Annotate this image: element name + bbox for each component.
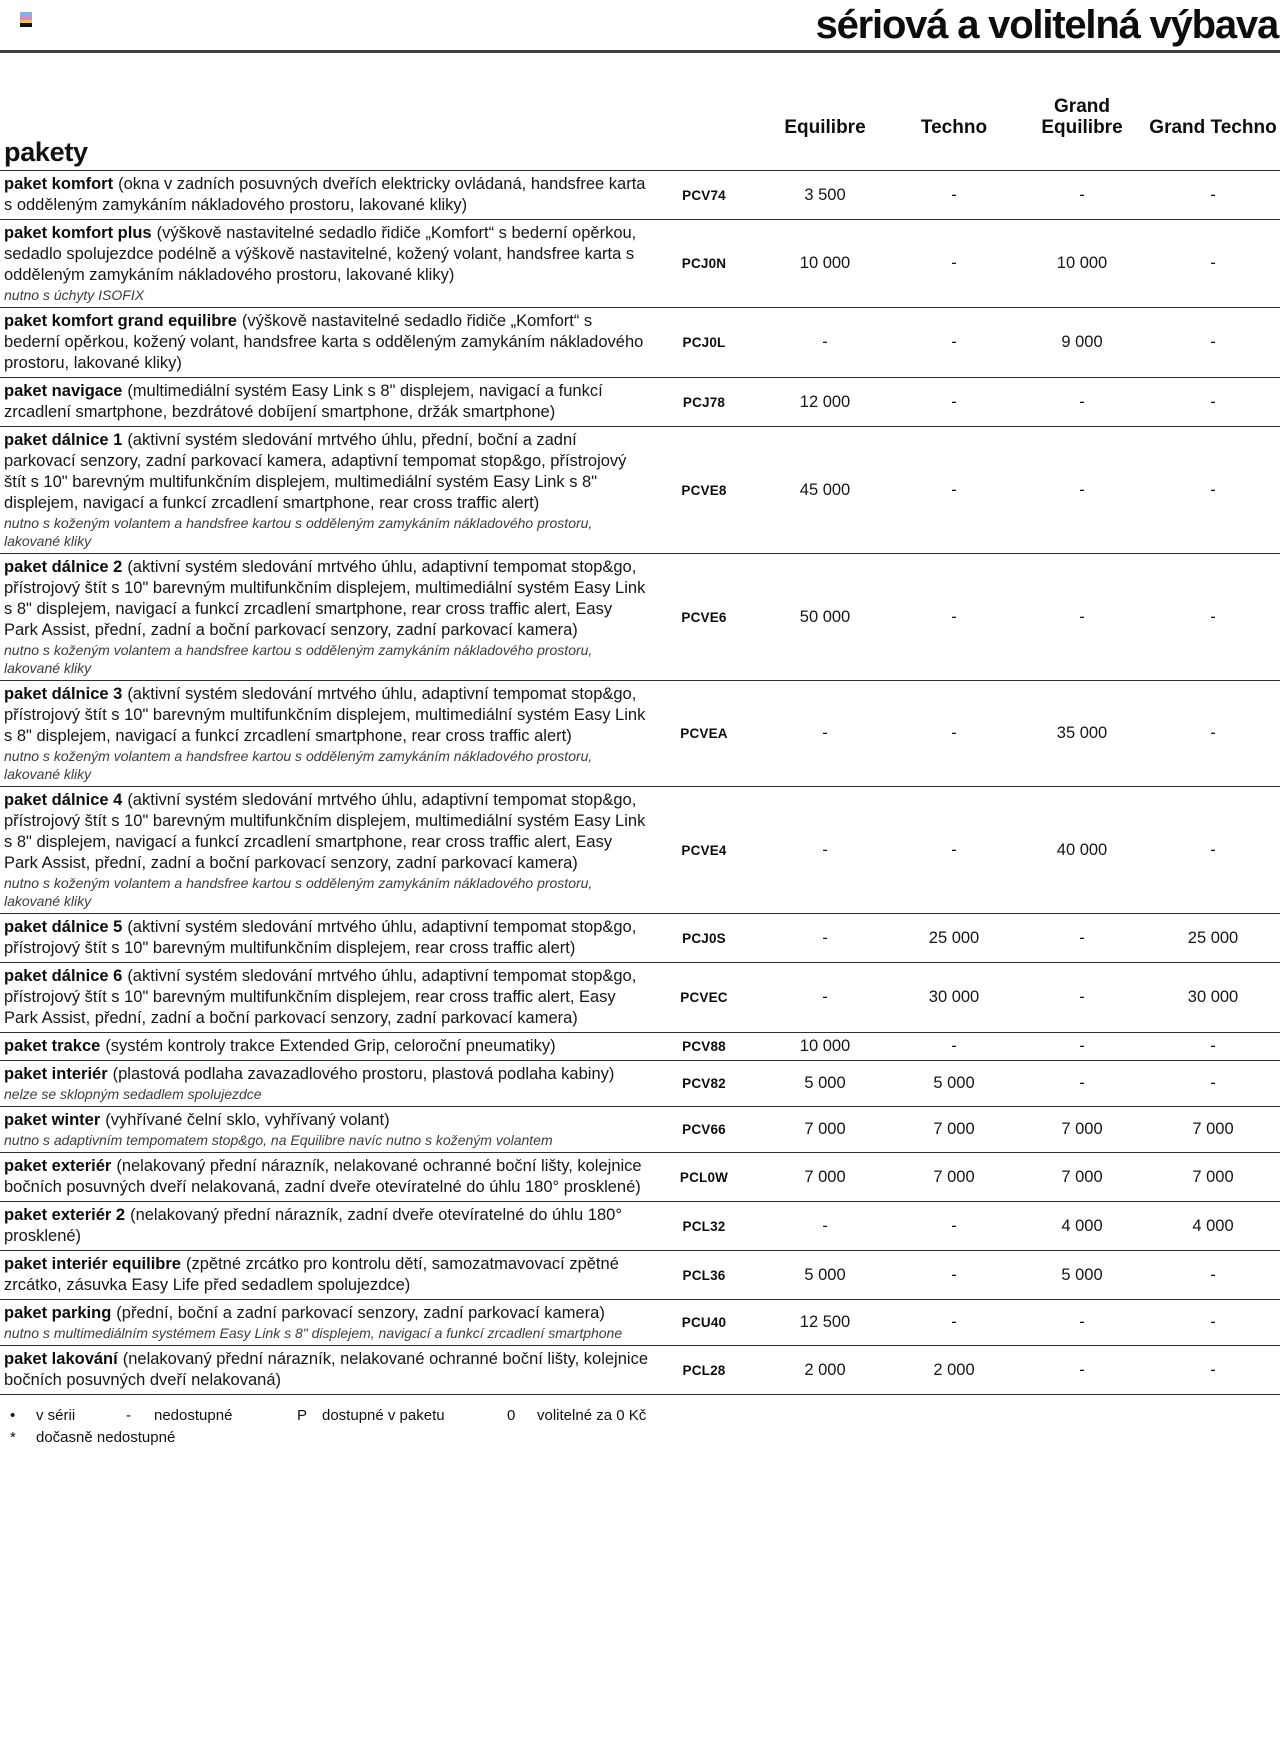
price-grand-techno: - [1210, 1360, 1216, 1379]
package-code: PCU40 [681, 1315, 727, 1330]
price-techno: - [951, 1037, 957, 1055]
table-row [0, 426, 1280, 553]
price-grand-equilibre: - [1079, 1360, 1085, 1379]
column-header-grand-techno: Grand Techno [1149, 117, 1277, 138]
price-techno: 30 000 [928, 988, 980, 1006]
package-note: nutno s úchyty ISOFIX [4, 287, 145, 303]
package-description: (okna v zadních posuvných dveřích elektricky ovládaná, handsfree karta s odděleným zamykáním nákladového prostoru, lakované kliky) [4, 175, 646, 214]
price-grand-techno: - [1210, 1074, 1216, 1092]
table-header [0, 53, 1280, 170]
package-code: PCJ0S [682, 930, 726, 946]
package-cell [0, 963, 648, 1032]
package-name: paket winter [4, 1111, 101, 1129]
price-grand-techno: - [1210, 254, 1216, 272]
package-name: paket dálnice 2 [4, 558, 123, 576]
price-equilibre: 12 000 [799, 392, 851, 411]
package-description: (aktivní systém sledování mrtvého úhlu, adaptivní tempomat stop&go, přístrojový štít s 10" barevným multifunkčním displejem, rear cross traffic alert) [4, 918, 637, 957]
legend-symbol-package: P [297, 1407, 308, 1424]
price-techno: 25 000 [928, 928, 980, 947]
package-note: nutno s adaptivním tempomatem stop&go, na Equilibre navíc nutno s koženým volantem [4, 1132, 553, 1148]
price-techno: - [951, 392, 957, 411]
package-name: paket lakování [4, 1350, 118, 1368]
package-name: paket interiér [4, 1065, 108, 1083]
package-code: PCL32 [682, 1218, 726, 1234]
price-grand-techno: - [1210, 840, 1216, 859]
price-grand-techno: - [1210, 392, 1216, 411]
package-name: paket interiér equilibre [4, 1255, 181, 1273]
package-code: PCL0W [679, 1169, 729, 1185]
price-equilibre: 45 000 [799, 480, 851, 499]
column-header-equilibre: Equilibre [784, 117, 866, 138]
price-equilibre: 12 500 [799, 1313, 851, 1331]
price-equilibre: - [822, 724, 828, 742]
package-code: PCL28 [682, 1362, 726, 1378]
package-name: paket exteriér 2 [4, 1206, 126, 1224]
package-name: paket navigace [4, 382, 123, 400]
package-cell [0, 171, 648, 219]
price-grand-equilibre: 9 000 [1061, 333, 1103, 351]
table-row [0, 377, 1280, 426]
price-techno: 2 000 [933, 1360, 975, 1379]
price-techno: - [951, 840, 957, 859]
package-cell [0, 1153, 648, 1201]
price-equilibre: - [822, 928, 828, 947]
legend-line-1 [10, 1405, 1280, 1427]
package-description: (výškově nastavitelné sedadlo řidiče „Komfort“ s bederní opěrkou, kožený volant, handsfree karta s odděleným zamykáním nákladového prostoru, lakované kliky) [4, 312, 644, 372]
package-code: PCJ0L [682, 335, 726, 350]
price-techno: - [951, 607, 957, 626]
package-code: PCV66 [682, 1122, 726, 1137]
price-grand-techno: - [1210, 333, 1216, 351]
package-code: PCJ0N [681, 256, 727, 271]
package-code: PCV88 [682, 1039, 726, 1054]
table-row [0, 307, 1280, 377]
table-row [0, 1250, 1280, 1299]
price-grand-techno: - [1210, 480, 1216, 499]
legend [0, 1405, 1280, 1449]
price-grand-equilibre: - [1079, 1037, 1085, 1055]
price-grand-equilibre: - [1079, 1313, 1085, 1331]
package-cell [0, 427, 648, 553]
brand-logo-icon [20, 12, 32, 27]
package-cell [0, 1346, 648, 1394]
package-description: (nelakovaný přední nárazník, nelakované ochranné boční lišty, kolejnice bočních posuvných dveří nelakovaná, zadní dveře otevíratelné do úhlu 180° prosklené) [4, 1157, 642, 1196]
package-cell [0, 1251, 648, 1299]
table-row [0, 962, 1280, 1032]
price-techno: - [951, 1265, 957, 1284]
price-grand-equilibre: - [1079, 480, 1085, 499]
price-equilibre: - [822, 988, 828, 1006]
package-name: paket dálnice 3 [4, 685, 123, 703]
package-description: (multimediální systém Easy Link s 8" displejem, navigací a funkcí zrcadlení smartphone, bezdrátové dobíjení smartphone, držák smartphone) [4, 382, 603, 421]
package-name: paket komfort grand equilibre [4, 312, 237, 330]
price-equilibre: 7 000 [804, 1167, 846, 1186]
price-grand-equilibre: - [1079, 988, 1085, 1006]
legend-symbol-unavailable: - [126, 1407, 131, 1424]
price-equilibre: - [822, 1216, 828, 1235]
package-description: (aktivní systém sledování mrtvého úhlu, přední, boční a zadní parkovací senzory, zadní parkovací kamera, adaptivní tempomat stop&go, přístrojový štít s 10" barevným multifunkčním displejem, multimediální systém Easy Link s 8" displejem, navigací a funkcí zrcadlení smartphone, rear cross traffic alert) [4, 431, 627, 512]
price-techno: 7 000 [933, 1167, 975, 1186]
package-code: PCVEC [680, 990, 728, 1005]
package-name: paket dálnice 4 [4, 791, 123, 809]
package-cell [0, 308, 648, 377]
price-grand-equilibre: 10 000 [1056, 254, 1108, 272]
table-row [0, 913, 1280, 962]
table-row [0, 219, 1280, 307]
package-cell [0, 787, 648, 913]
package-cell [0, 1033, 648, 1060]
column-header-grand-equilibre: Grand Equilibre [1041, 96, 1123, 138]
package-cell [0, 681, 648, 786]
package-description: (systém kontroly trakce Extended Grip, celoroční pneumatiky) [105, 1037, 556, 1055]
table-row [0, 1345, 1280, 1394]
package-cell [0, 554, 648, 680]
price-techno: - [951, 1313, 957, 1331]
package-name: paket komfort plus [4, 224, 152, 242]
packages-table [0, 170, 1280, 1395]
legend-label-zero: volitelné za 0 Kč [537, 1407, 647, 1424]
price-equilibre: 50 000 [799, 607, 851, 626]
price-equilibre: 7 000 [804, 1120, 846, 1138]
price-equilibre: 5 000 [804, 1265, 846, 1284]
price-grand-equilibre: - [1079, 392, 1085, 411]
table-row [0, 553, 1280, 680]
price-techno: - [951, 480, 957, 499]
page-title: sériová a volitelná výbava [815, 3, 1278, 47]
page-header [0, 0, 1280, 50]
table-row [0, 1032, 1280, 1060]
package-code: PCVEA [680, 726, 728, 741]
package-description: (výškově nastavitelné sedadlo řidiče „Komfort“ s bederní opěrkou, sedadlo spolujezdce podélně a výškově nastavitelné, kožený volant, handsfree karta s odděleným zamykáním nákladového prostoru, lakované kliky) [4, 224, 637, 284]
package-description: (aktivní systém sledování mrtvého úhlu, adaptivní tempomat stop&go, přístrojový štít s 10" barevným multifunkčním displejem, rear cross traffic alert, Easy Park Assist, přední, zadní a boční parkovací senzory, zadní parkovací kamera) [4, 967, 637, 1027]
package-cell [0, 1061, 648, 1106]
price-equilibre: 10 000 [799, 254, 851, 272]
price-equilibre: 2 000 [804, 1360, 846, 1379]
table-row [0, 680, 1280, 786]
package-code: PCL36 [682, 1267, 726, 1283]
price-grand-equilibre: 35 000 [1056, 724, 1108, 742]
package-description: (aktivní systém sledování mrtvého úhlu, adaptivní tempomat stop&go, přístrojový štít s 10" barevným multifunkčním displejem, multimediální systém Easy Link s 8" displejem, navigací a funkcí zrcadlení smartphone, rear cross traffic alert, Easy Park Assist, přední, zadní a boční parkovací senzory, zadní parkovací kamera) [4, 558, 646, 639]
package-description: (vyhřívané čelní sklo, vyhřívaný volant) [105, 1111, 390, 1129]
price-grand-equilibre: 4 000 [1061, 1216, 1103, 1235]
price-grand-equilibre: 5 000 [1061, 1265, 1103, 1284]
price-equilibre: - [822, 840, 828, 859]
logo-stripe-4 [20, 23, 32, 27]
price-techno: - [951, 254, 957, 272]
table-row [0, 170, 1280, 219]
legend-label-series: v sérii [36, 1407, 76, 1424]
price-grand-techno: 7 000 [1192, 1120, 1234, 1138]
legend-symbol-zero: 0 [507, 1407, 516, 1424]
column-header-techno: Techno [920, 117, 988, 138]
price-techno: - [951, 333, 957, 351]
table-row [0, 1299, 1280, 1345]
package-cell [0, 220, 648, 307]
legend-label-package: dostupné v paketu [322, 1407, 445, 1424]
package-note: nutno s koženým volantem a handsfree kartou s odděleným zamykáním nákladového prostoru, lakované kliky [4, 748, 593, 782]
package-code: PCV74 [682, 187, 726, 203]
package-note: nutno s koženým volantem a handsfree kartou s odděleným zamykáním nákladového prostoru, lakované kliky [4, 875, 593, 909]
package-name: paket parking [4, 1304, 112, 1322]
package-name: paket exteriér [4, 1157, 112, 1175]
price-grand-techno: - [1210, 1313, 1216, 1331]
price-grand-techno: - [1210, 1265, 1216, 1284]
price-grand-equilibre: - [1079, 1074, 1085, 1092]
price-grand-techno: - [1210, 724, 1216, 742]
package-description: (nelakovaný přední nárazník, nelakované ochranné boční lišty, kolejnice bočních posuvných dveří nelakovaná) [4, 1350, 648, 1389]
package-name: paket komfort [4, 175, 114, 193]
price-techno: 5 000 [933, 1074, 975, 1092]
package-note: nutno s multimediálním systémem Easy Link s 8" displejem, navigací a funkcí zrcadlení smartphone [4, 1325, 623, 1341]
table-row [0, 1201, 1280, 1250]
package-description: (přední, boční a zadní parkovací senzory, zadní parkovací kamera) [116, 1304, 605, 1322]
package-note: nutno s koženým volantem a handsfree kartou s odděleným zamykáním nákladového prostoru, lakované kliky [4, 515, 593, 549]
table-row [0, 786, 1280, 913]
package-description: (aktivní systém sledování mrtvého úhlu, adaptivní tempomat stop&go, přístrojový štít s 10" barevným multifunkčním displejem, multimediální systém Easy Link s 8" displejem, navigací a funkcí zrcadlení smartphone, rear cross traffic alert, Easy Park Assist, přední, zadní a boční parkovací senzory, zadní parkovací kamera) [4, 791, 646, 872]
price-techno: - [951, 724, 957, 742]
package-cell [0, 1300, 648, 1345]
legend-label-unavailable: nedostupné [154, 1407, 233, 1424]
package-cell [0, 914, 648, 962]
price-equilibre: - [822, 333, 828, 351]
price-grand-equilibre: - [1079, 607, 1085, 626]
price-grand-equilibre: 40 000 [1056, 840, 1108, 859]
price-grand-techno: - [1210, 607, 1216, 626]
legend-line-2 [10, 1427, 1280, 1449]
legend-label-temporary: dočasně nedostupné [36, 1429, 176, 1446]
package-description: (plastová podlaha zavazadlového prostoru, plastová podlaha kabiny) [112, 1065, 615, 1083]
price-grand-equilibre: - [1079, 928, 1085, 947]
price-equilibre: 5 000 [804, 1074, 846, 1092]
table-row [0, 1106, 1280, 1152]
package-cell [0, 378, 648, 426]
price-grand-techno: - [1210, 1037, 1216, 1055]
package-cell [0, 1202, 648, 1250]
package-code: PCVE6 [681, 609, 727, 625]
legend-symbol-temporary: * [10, 1429, 16, 1446]
package-name: paket dálnice 5 [4, 918, 123, 936]
price-equilibre: 3 500 [804, 185, 846, 204]
package-name: paket dálnice 6 [4, 967, 123, 985]
package-code: PCVE4 [681, 842, 727, 858]
table-row [0, 1060, 1280, 1106]
price-grand-techno: - [1210, 185, 1216, 204]
legend-symbol-series: • [10, 1407, 16, 1424]
price-grand-equilibre: - [1079, 185, 1085, 204]
section-title: pakety [4, 137, 88, 167]
package-description: (nelakovaný přední nárazník, zadní dveře otevíratelné do úhlu 180° prosklené) [4, 1206, 622, 1245]
price-grand-equilibre: 7 000 [1061, 1120, 1103, 1138]
package-description: (zpětné zrcátko pro kontrolu dětí, samozatmavovací zpětné zrcátko, zásuvka Easy Life před sedadlem spolujezdce) [4, 1255, 619, 1294]
package-code: PCV82 [682, 1076, 726, 1091]
price-techno: - [951, 1216, 957, 1235]
package-cell [0, 1107, 648, 1152]
package-note: nelze se sklopným sedadlem spolujezdce [4, 1086, 262, 1102]
package-description: (aktivní systém sledování mrtvého úhlu, adaptivní tempomat stop&go, přístrojový štít s 10" barevným multifunkčním displejem, multimediální systém Easy Link s 8" displejem, navigací a funkcí zrcadlení smartphone, rear cross traffic alert) [4, 685, 646, 745]
price-grand-techno: 4 000 [1192, 1216, 1234, 1235]
package-name: paket trakce [4, 1037, 101, 1055]
price-grand-techno: 25 000 [1187, 928, 1239, 947]
price-techno: 7 000 [933, 1120, 975, 1138]
package-code: PCJ78 [682, 394, 726, 410]
price-grand-techno: 30 000 [1187, 988, 1239, 1006]
table-row [0, 1152, 1280, 1201]
package-code: PCVE8 [681, 482, 727, 498]
package-note: nutno s koženým volantem a handsfree kartou s odděleným zamykáním nákladového prostoru, lakované kliky [4, 642, 593, 676]
price-techno: - [951, 185, 957, 204]
price-grand-equilibre: 7 000 [1061, 1167, 1103, 1186]
package-name: paket dálnice 1 [4, 431, 123, 449]
price-grand-techno: 7 000 [1192, 1167, 1234, 1186]
price-equilibre: 10 000 [799, 1037, 851, 1055]
